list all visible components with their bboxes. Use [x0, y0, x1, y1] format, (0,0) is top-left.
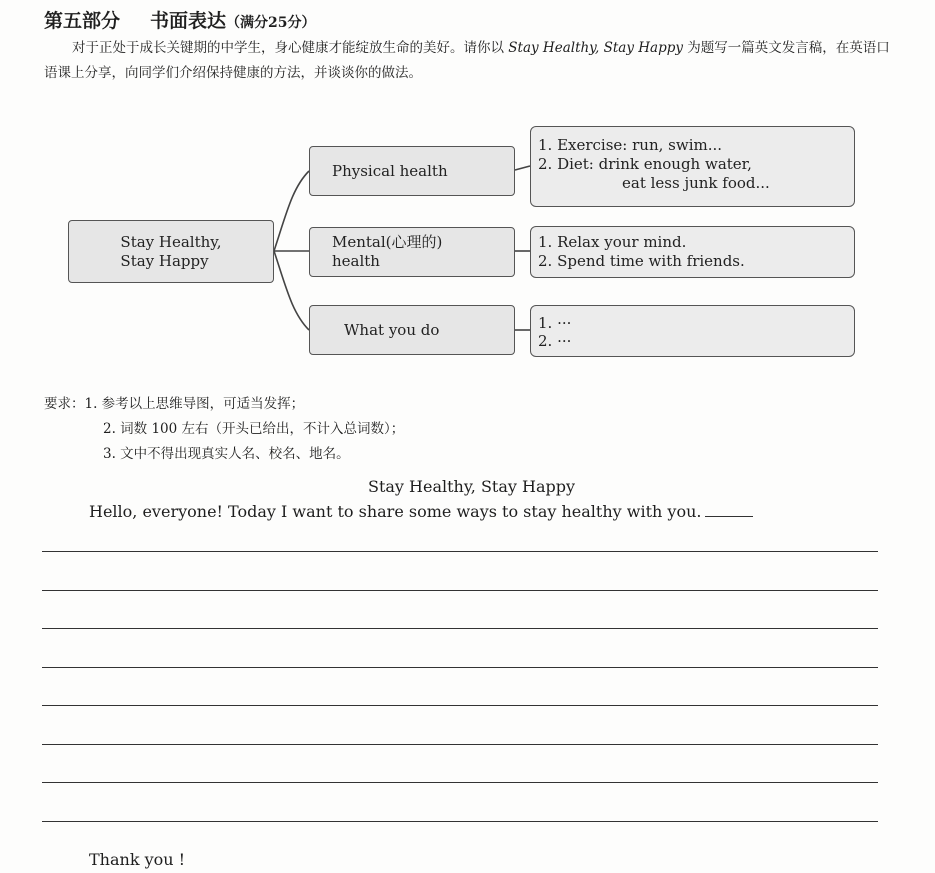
connector-root-physical — [274, 171, 309, 251]
essay-opening-text: Hello, everyone! Today I want to share some ways to stay healthy with you. — [89, 502, 702, 521]
writing-line[interactable] — [42, 628, 878, 629]
score-label: （满分25分） — [226, 15, 316, 31]
detail-item: 2. Diet: drink enough water, — [538, 155, 752, 173]
detail-item: 2. Spend time with friends. — [538, 252, 745, 270]
branch-what-you-do — [309, 305, 515, 355]
intro-text-after: 为题写一篇英文发言稿，在英语口语课上分享，向同学们介绍保持健康的方法，并谈谈你的做法。 — [44, 40, 890, 81]
branch-label: Physical health — [332, 161, 448, 180]
branch-label-line-2: health — [332, 252, 380, 270]
requirements-lead: 要求： — [44, 396, 85, 412]
detail-item: 1. ··· — [538, 314, 572, 332]
intro-text-before: 对于正处于成长关键期的中学生，身心健康才能绽放生命的美好。请你以 — [72, 40, 509, 56]
writing-line[interactable] — [42, 782, 878, 783]
detail-item: eat less junk food... — [622, 174, 770, 192]
mind-map-root — [68, 220, 274, 283]
writing-line[interactable] — [42, 667, 878, 668]
part-label: 第五部分 — [44, 10, 121, 32]
section-label: 书面表达 — [150, 10, 227, 32]
requirement-item: 1. 参考以上思维导图，可适当发挥； — [84, 396, 305, 412]
branch-physical-health — [309, 146, 515, 196]
requirement-item: 3. 文中不得出现真实人名、校名、地名。 — [103, 446, 350, 462]
writing-line[interactable] — [42, 744, 878, 745]
writing-line[interactable] — [42, 590, 878, 591]
leaf-physical-details — [530, 126, 855, 207]
answer-blank[interactable] — [705, 502, 753, 517]
root-line-2: Stay Happy — [120, 251, 209, 270]
writing-line[interactable] — [42, 705, 878, 706]
essay-closing: Thank you ! — [89, 850, 186, 869]
connector-physical-leaf — [515, 166, 530, 170]
connector-root-whatyoudo — [274, 251, 309, 330]
leaf-mental-details — [530, 226, 855, 278]
branch-mental-health — [309, 227, 515, 277]
leaf-whatyoudo-details — [530, 305, 855, 357]
detail-item: 2. ··· — [538, 332, 572, 350]
requirement-item: 2. 词数 100 左右（开头已给出，不计入总词数）； — [103, 421, 405, 437]
detail-item: 1. Relax your mind. — [538, 233, 687, 251]
branch-label-line-1: Mental(心理的) — [332, 233, 443, 251]
writing-line[interactable] — [42, 821, 878, 822]
intro-topic: Stay Healthy, Stay Happy — [508, 40, 683, 56]
writing-line[interactable] — [42, 551, 878, 552]
requirements — [44, 392, 404, 467]
branch-label: What you do — [344, 320, 440, 339]
essay-title — [0, 477, 935, 496]
essay-title-text: Stay Healthy, Stay Happy — [367, 477, 576, 496]
detail-item: 1. Exercise: run, swim... — [538, 136, 723, 154]
root-line-1: Stay Healthy, — [120, 232, 222, 251]
essay-opening — [89, 502, 753, 521]
